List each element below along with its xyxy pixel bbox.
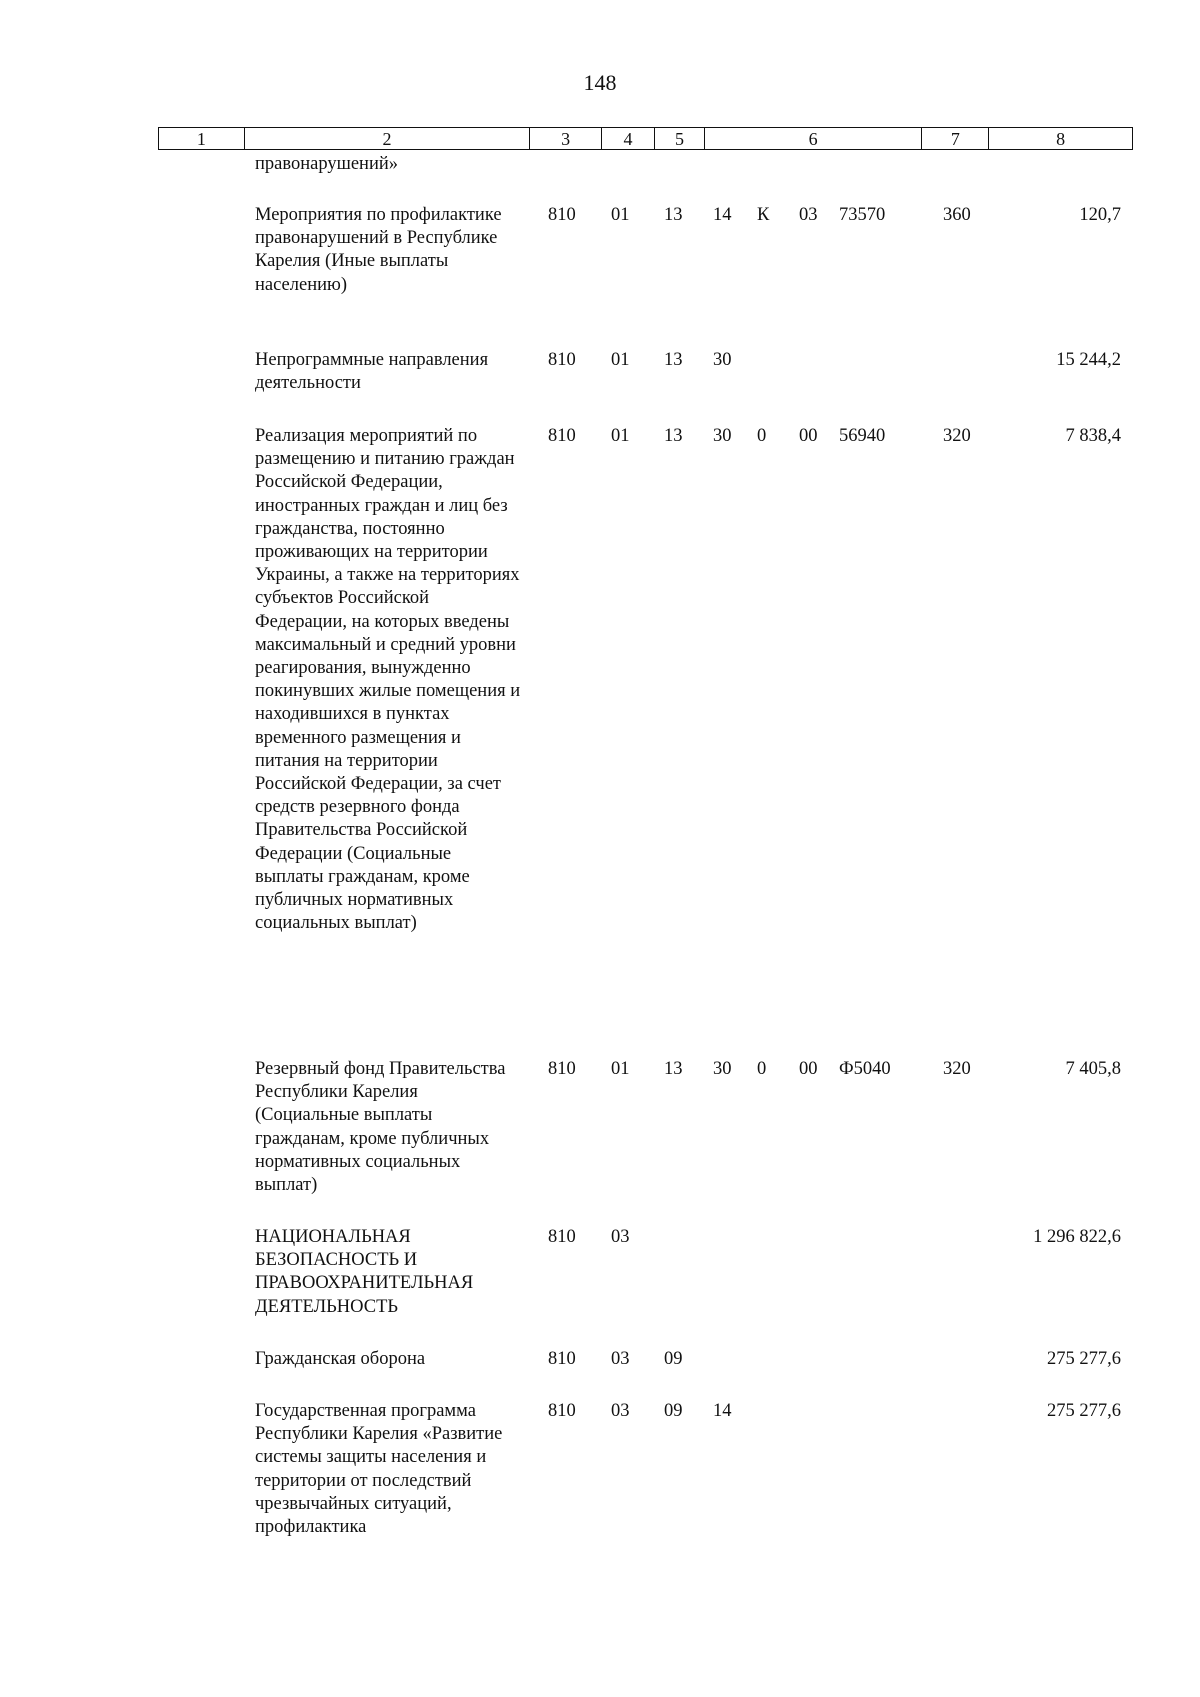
cell-col-3: 810 xyxy=(548,1401,576,1421)
cell-col-8-amount: 275 277,6 xyxy=(1047,1349,1121,1369)
cell-col-6-direction: 73570 xyxy=(839,205,886,225)
cell-col-6-program: 30 xyxy=(713,1059,732,1079)
header-col-5: 5 xyxy=(655,128,705,149)
cell-col-6-subprogram: К xyxy=(757,205,770,225)
cell-col-6-program: 30 xyxy=(713,350,732,370)
cell-col-6-direction: 56940 xyxy=(839,426,886,446)
table-header xyxy=(158,127,1133,150)
cell-col-5: 13 xyxy=(664,426,683,446)
cell-col-6-program: 30 xyxy=(713,426,732,446)
cell-col-6-program: 14 xyxy=(713,205,732,225)
cell-col-3: 810 xyxy=(548,205,576,225)
continuation-text: правонарушений» xyxy=(255,154,398,174)
cell-col-5: 13 xyxy=(664,205,683,225)
header-col-7: 7 xyxy=(922,128,989,149)
header-col-3: 3 xyxy=(530,128,602,149)
cell-col-7: 320 xyxy=(943,426,971,446)
header-col-8: 8 xyxy=(1056,128,1066,149)
cell-col-5: 09 xyxy=(664,1401,683,1421)
cell-col-5: 13 xyxy=(664,1059,683,1079)
row-name: Реализация мероприятий по размещению и питанию граждан Российской Федерации, иностранных граждан и лиц без гражданства, постоянно проживающих на территории Украины, а также на территориях субъектов Российской Федерации, на которых введены максимальный и средний уровни реагирования, вынужденно покинувших жилые помещения и находившихся в пунктах временного размещения и питания на территории Российской Федерации, за счет средств резервного фонда Правительства Российской Федерации (Социальные выплаты гражданам, кроме публичных нормативных социальных выплат) xyxy=(255,426,521,934)
row-name: Резервный фонд Правительства Республики Карелия (Социальные выплаты гражданам, кроме публичных нормативных социальных выплат) xyxy=(255,1059,506,1196)
cell-col-4: 01 xyxy=(611,205,630,225)
row-name: Мероприятия по профилактике правонарушений в Республике Карелия (Иные выплаты населению) xyxy=(255,205,502,295)
cell-col-6-program: 14 xyxy=(713,1401,732,1421)
row-name: Непрограммные направления деятельности xyxy=(255,350,489,394)
cell-col-8-amount: 7 838,4 xyxy=(1065,426,1121,446)
cell-col-4: 03 xyxy=(611,1349,630,1369)
cell-col-5: 13 xyxy=(664,350,683,370)
cell-col-4: 01 xyxy=(611,1059,630,1079)
cell-col-8-amount: 1 296 822,6 xyxy=(1033,1227,1121,1247)
cell-col-6-event: 00 xyxy=(799,1059,818,1079)
cell-col-4: 01 xyxy=(611,426,630,446)
cell-col-8-amount: 275 277,6 xyxy=(1047,1401,1121,1421)
cell-col-8-amount: 7 405,8 xyxy=(1065,1059,1121,1079)
cell-col-8-amount: 120,7 xyxy=(1079,205,1121,225)
row-name: Гражданская оборона xyxy=(255,1349,426,1369)
cell-col-5: 09 xyxy=(664,1349,683,1369)
cell-col-7: 320 xyxy=(943,1059,971,1079)
cell-col-6-subprogram: 0 xyxy=(757,1059,767,1079)
cell-col-7: 360 xyxy=(943,205,971,225)
cell-col-4: 03 xyxy=(611,1401,630,1421)
cell-col-3: 810 xyxy=(548,350,576,370)
header-col-4: 4 xyxy=(602,128,655,149)
cell-col-6-event: 03 xyxy=(799,205,818,225)
cell-col-3: 810 xyxy=(548,1059,576,1079)
header-col-2: 2 xyxy=(245,128,530,149)
header-col-1: 1 xyxy=(159,128,245,149)
cell-col-6-direction: Ф5040 xyxy=(839,1059,891,1079)
cell-col-4: 03 xyxy=(611,1227,630,1247)
page-number: 148 xyxy=(583,70,617,95)
cell-col-3: 810 xyxy=(548,1349,576,1369)
cell-col-3: 810 xyxy=(548,426,576,446)
row-name: Государственная программа Республики Карелия «Развитие системы защиты населения и территории от последствий чрезвычайных ситуаций, профилактика xyxy=(255,1401,503,1538)
header-col-6: 6 xyxy=(705,128,923,149)
cell-col-3: 810 xyxy=(548,1227,576,1247)
cell-col-6-event: 00 xyxy=(799,426,818,446)
row-name: НАЦИОНАЛЬНАЯ БЕЗОПАСНОСТЬ И ПРАВООХРАНИТЕЛЬНАЯ ДЕЯТЕЛЬНОСТЬ xyxy=(255,1227,474,1317)
cell-col-8-amount: 15 244,2 xyxy=(1056,350,1121,370)
cell-col-4: 01 xyxy=(611,350,630,370)
cell-col-6-subprogram: 0 xyxy=(757,426,767,446)
